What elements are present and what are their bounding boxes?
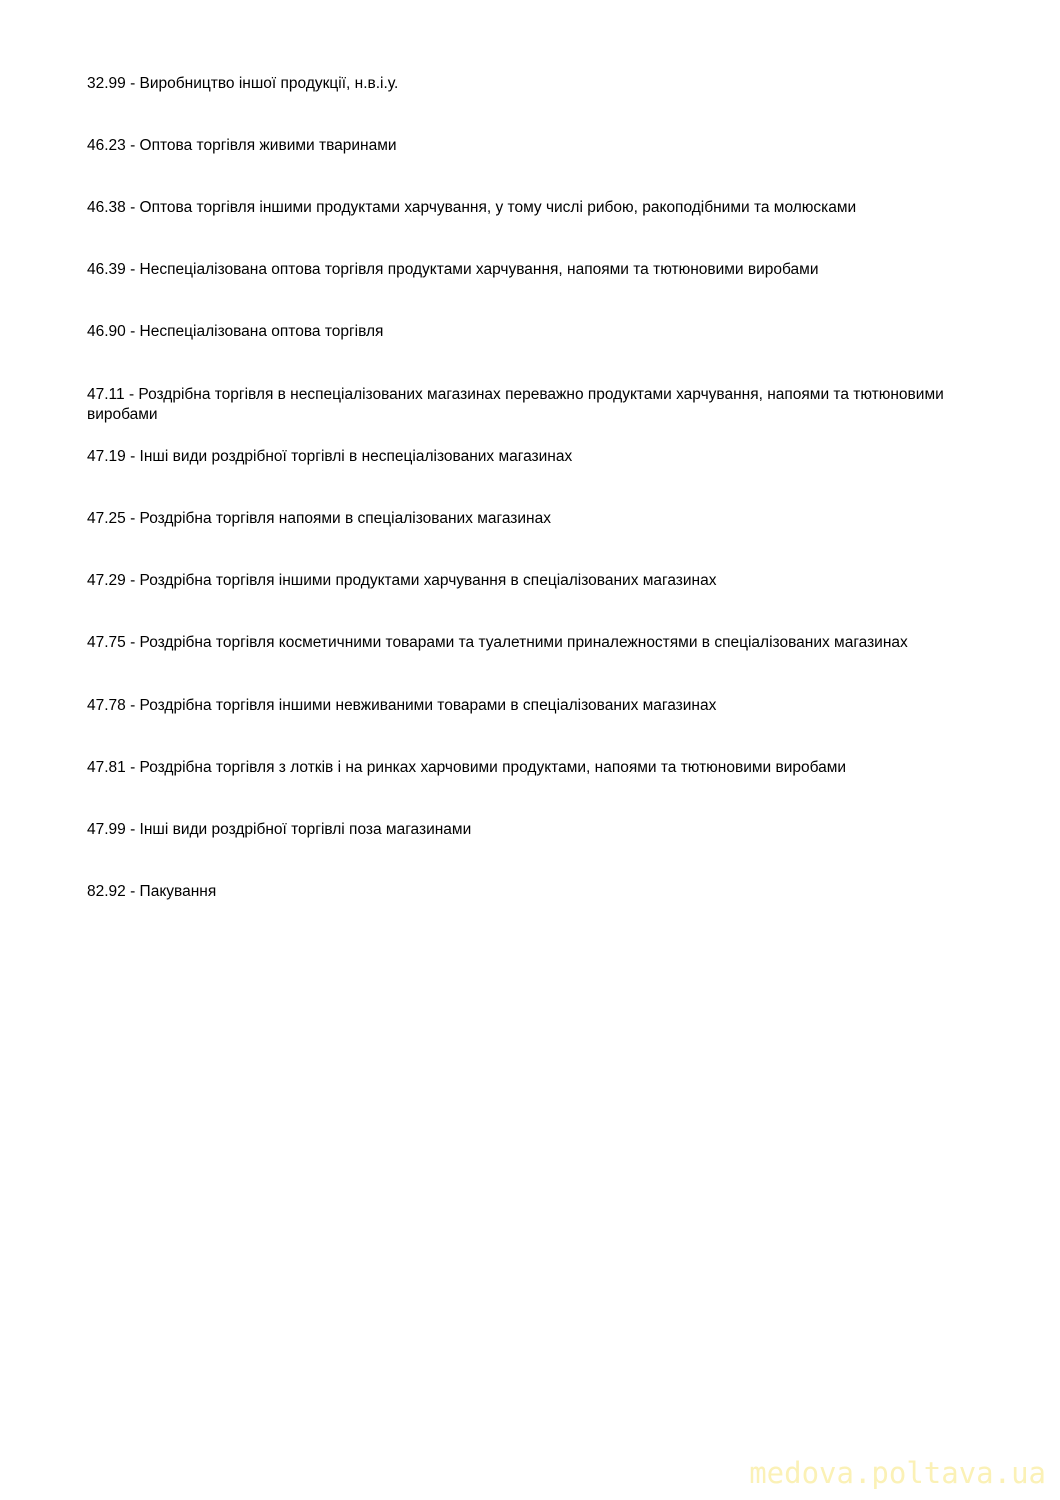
- activity-entry: 47.19 - Інші види роздрібної торгівлі в неспеціалізованих магазинах: [87, 448, 573, 465]
- activity-entry: 47.81 - Роздрібна торгівля з лотків і на ринках харчовими продуктами, напоями та тютюновими виробами: [87, 759, 847, 776]
- activity-entry: 46.23 - Оптова торгівля живими тваринами: [87, 137, 397, 154]
- activity-entry: 32.99 - Виробництво іншої продукції, н.в.і.у.: [87, 75, 399, 92]
- activity-entry: 46.90 - Неспеціалізована оптова торгівля: [87, 323, 384, 340]
- activity-entry: 47.78 - Роздрібна торгівля іншими невживаними товарами в спеціалізованих магазинах: [87, 697, 717, 714]
- activity-entry: 47.99 - Інші види роздрібної торгівлі поза магазинами: [87, 821, 472, 838]
- activity-entry: 47.25 - Роздрібна торгівля напоями в спеціалізованих магазинах: [87, 510, 551, 527]
- activity-entry: 46.39 - Неспеціалізована оптова торгівля продуктами харчування, напоями та тютюновими виробами: [87, 261, 819, 278]
- activity-entry: 47.11 - Роздрібна торгівля в неспеціалізованих магазинах переважно продуктами харчування, напоями та тютюновими виробами: [87, 386, 944, 423]
- activity-entry: 47.29 - Роздрібна торгівля іншими продуктами харчування в спеціалізованих магазинах: [87, 572, 717, 589]
- watermark: medova.poltava.ua: [749, 1456, 1046, 1490]
- activity-entry: 46.38 - Оптова торгівля іншими продуктами харчування, у тому числі рибою, ракоподібними та молюсками: [87, 199, 857, 216]
- activity-entry: 47.75 - Роздрібна торгівля косметичними товарами та туалетними приналежностями в спеціалізованих магазинах: [87, 634, 908, 651]
- activity-entry: 82.92 - Пакування: [87, 883, 217, 900]
